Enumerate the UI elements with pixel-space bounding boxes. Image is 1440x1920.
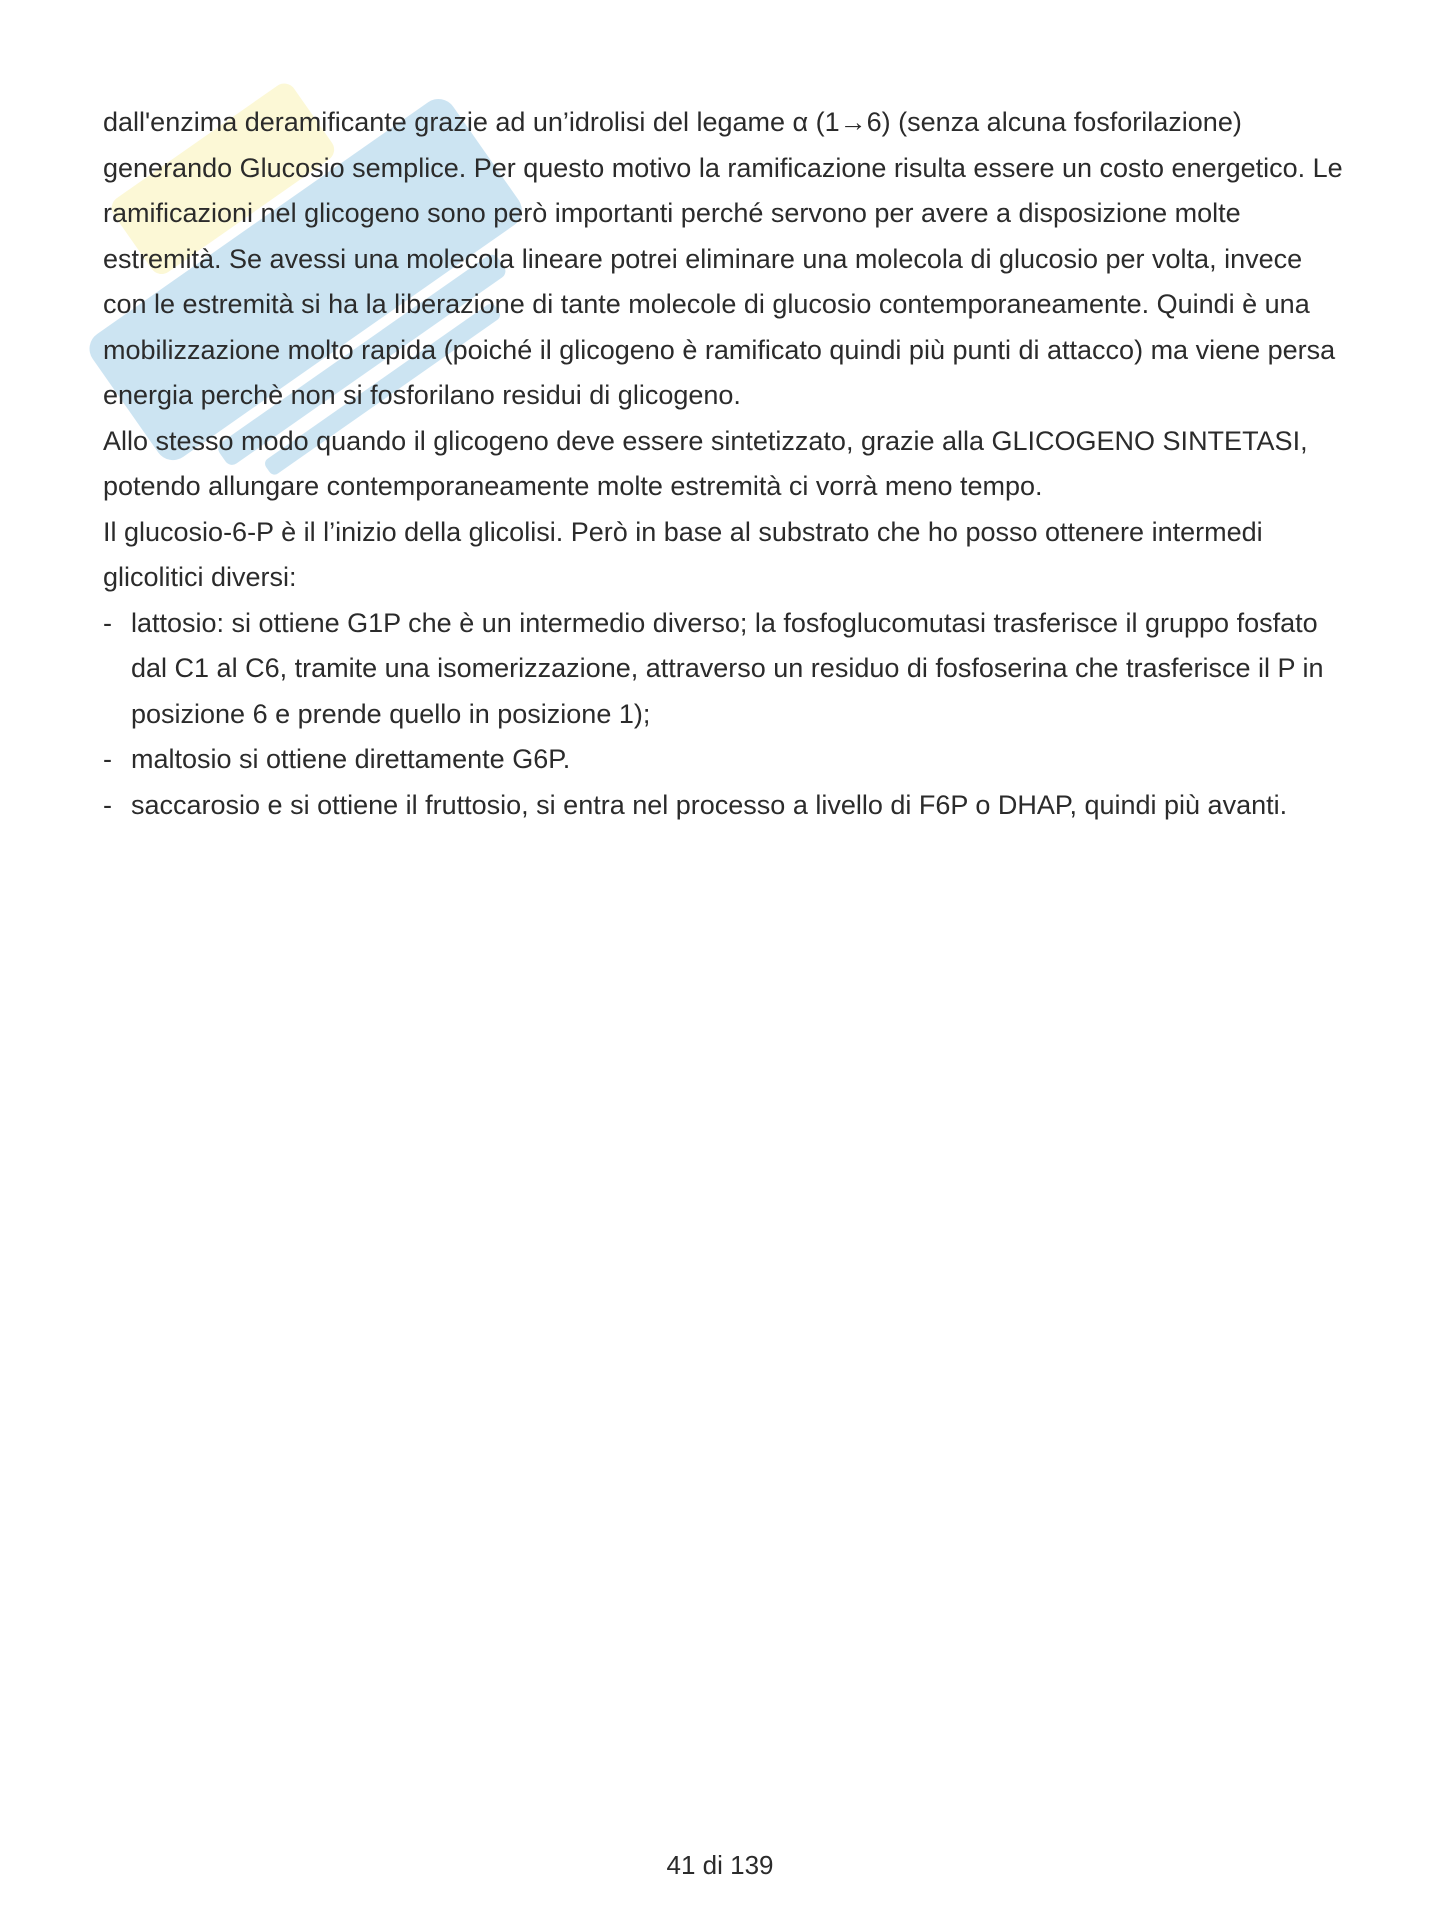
page-number: 41 di 139 [666,1850,774,1880]
paragraph: Allo stesso modo quando il glicogeno deve essere sintetizzato, grazie alla GLICOGENO SINTETASI, potendo allungare contemporaneamente molte estremità ci vorrà meno tempo. [103,425,1308,501]
substrate-list [103,601,1353,829]
list-item: - saccarosio e si ottiene il fruttosio, si entra nel processo a livello di F6P o DHAP, quindi più avanti. [103,783,1353,829]
list-item: - lattosio: si ottiene G1P che è un intermedio diverso; la fosfoglucomutasi trasferisce il gruppo fosfato dal C1 al C6, tramite una isomerizzazione, attraverso un residuo di fosfoserina che trasferisce il P in posizione 6 e prende quello in posizione 1); [103,601,1353,738]
paragraph: Il glucosio-6-P è il l’inizio della glicolisi. Però in base al substrato che ho posso ottenere intermedi glicolitici diversi: [103,516,1263,592]
paragraph: dall'enzima deramificante grazie ad un’idrolisi del legame α (1→6) (senza alcuna fosforilazione) generando Glucosio semplice. Per questo motivo la ramificazione risulta essere un costo energetico. Le ramificazioni nel glicogeno sono però importanti perché servono per avere a disposizione molte estremità. Se avessi una molecola lineare potrei eliminare una molecola di glucosio per volta, invece con le estremità si ha la liberazione di tante molecole di glucosio contemporaneamente. Quindi è una mobilizzazione molto rapida (poiché il glicogeno è ramificato quindi più punti di attacco) ma viene persa energia perchè non si fosforilano residui di glicogeno. [103,107,1343,410]
document-body [103,100,1353,828]
list-item: - maltosio si ottiene direttamente G6P. [103,737,1353,783]
